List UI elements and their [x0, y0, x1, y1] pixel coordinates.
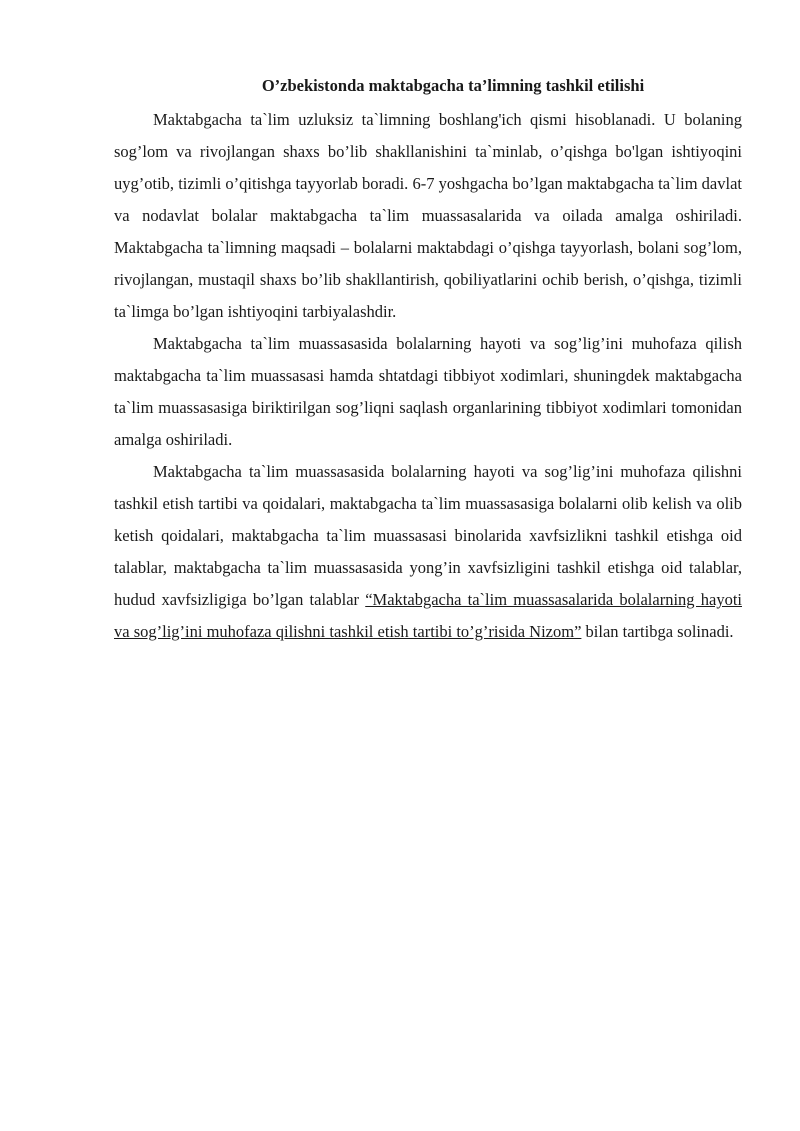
- document-title: O’zbekistonda maktabgacha ta’limning tashkil etilishi: [261, 76, 645, 95]
- paragraph-3-text-after-link: bilan tartibga solinadi.: [581, 622, 734, 641]
- document-page: [114, 68, 742, 648]
- nizom-document-link[interactable]: “Maktabgacha ta`lim muassasalarida bolalarning hayoti va sog’lig’ini muhofaza qilishni tashkil etish tartibi to’g’risida Nizom”: [114, 590, 742, 641]
- paragraph-2: Maktabgacha ta`lim muassasasida bolalarning hayoti va sog’lig’ini muhofaza qilish maktabgacha ta`lim muassasasi hamda shtatdagi tibbiyot xodimlari, shuningdek maktabgacha ta`lim muassasasiga biriktirilgan sog’liqni saqlash organlarining tibbiyot xodimlari tomonidan amalga oshiriladi.: [114, 334, 742, 449]
- paragraph-3: [114, 456, 742, 648]
- paragraph-1: Maktabgacha ta`lim uzluksiz ta`limning boshlang'ich qismi hisoblanadi. U bolaning sog’lom va rivojlangan shaxs bo’lib shakllanishini ta`minlab, o’qishga bo'lgan ishtiyoqini uyg’otib, tizimli o’qitishga tayyorlab boradi. 6-7 yoshgacha bo’lgan maktabgacha ta`lim davlat va nodavlat bolalar maktabgacha ta`lim muassasalarida va oilada amalga oshiriladi. Maktabgacha ta`limning maqsadi – bolalarni maktabdagi o’qishga tayyorlash, bolani sog’lom, rivojlangan, mustaqil shaxs bo’lib shakllantirish, qobiliyatlarini ochib berish, o’qishga, tizimli ta`limga bo’lgan ishtiyoqini tarbiyalashdir.: [114, 110, 742, 321]
- paragraph-3-text-before-link: Maktabgacha ta`lim muassasasida bolalarning hayoti va sog’lig’ini muhofaza qilishni tashkil etish tartibi va qoidalari, maktabgacha ta`lim muassasasiga bolalarni olib kelish va olib ketish qoidalari, maktabgacha ta`lim muassasasi binolarida xavfsizlikni tashkil etishga oid talablar, maktabgacha ta`lim muassasasida yong’in xavfsizligini tashkil etishga oid talablar, hudud xavfsizligiga bo’lgan talablar: [114, 462, 742, 609]
